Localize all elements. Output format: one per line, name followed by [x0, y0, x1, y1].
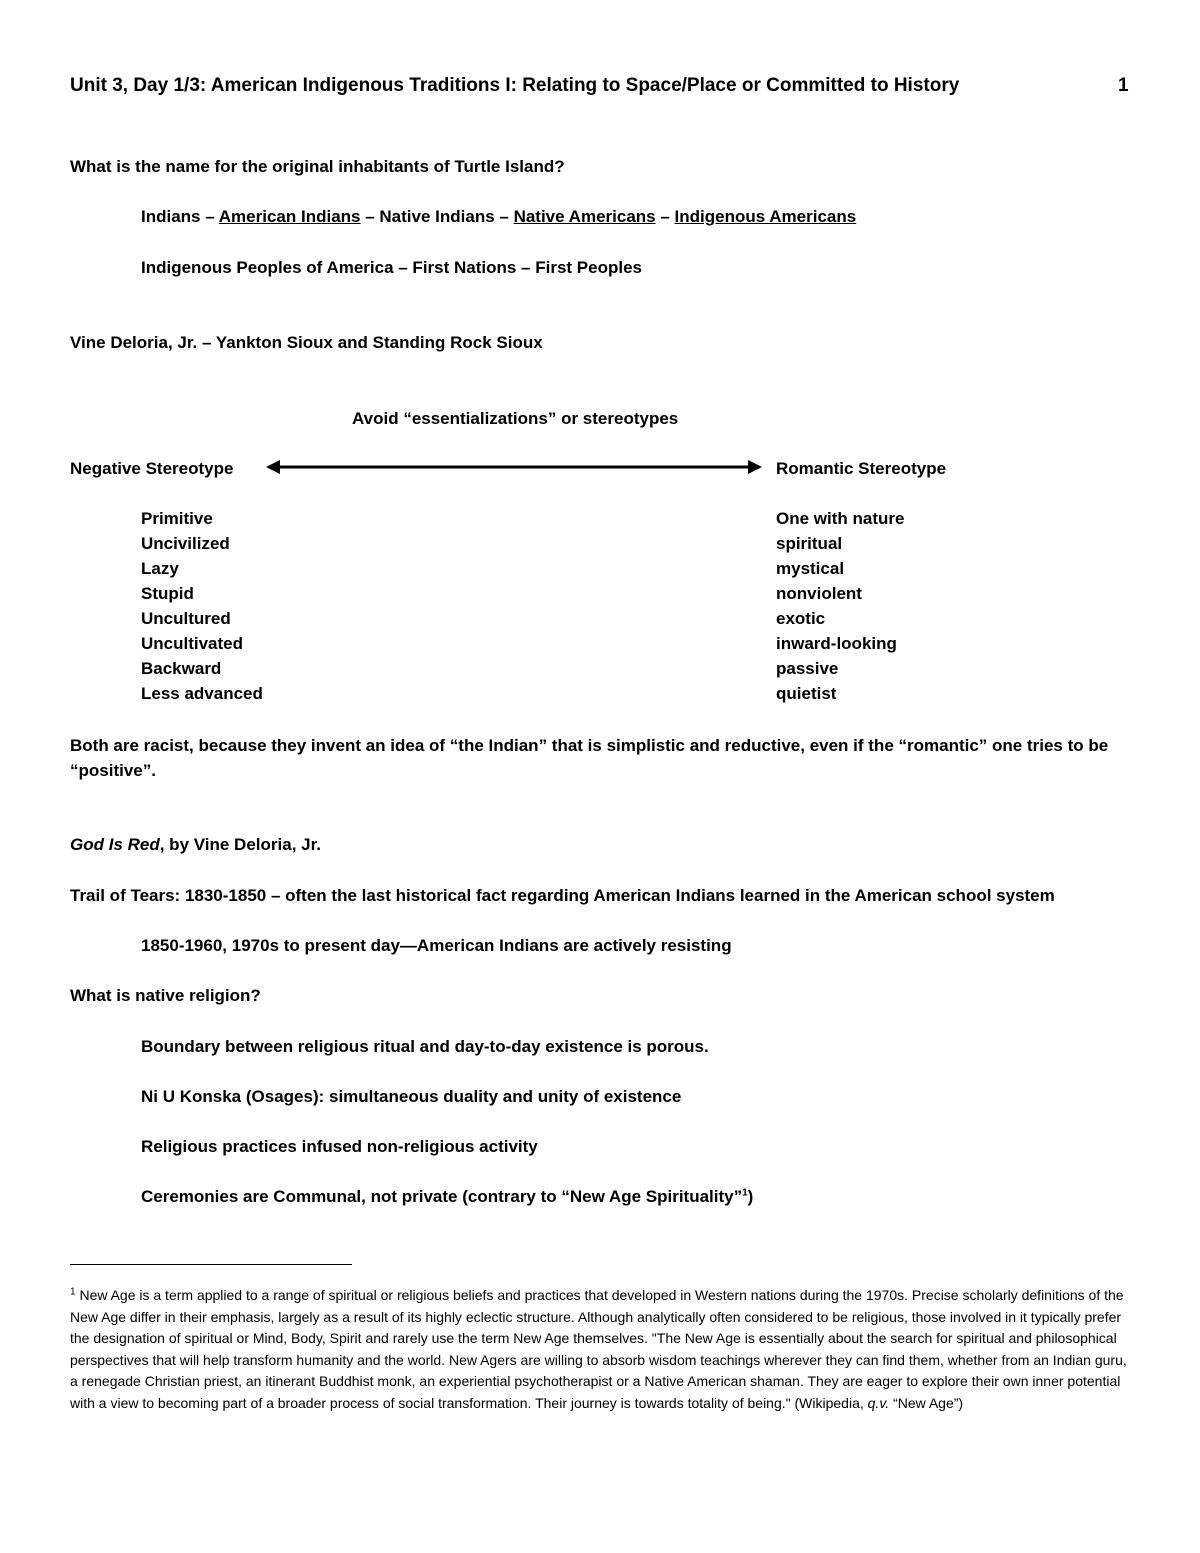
religion-point-4-text: Ceremonies are Communal, not private (contrary to “New Age Spirituality”: [141, 1187, 743, 1206]
name-separator: –: [655, 207, 675, 226]
list-item: exotic: [776, 609, 826, 628]
romantic-stereotype-label: Romantic Stereotype: [776, 459, 947, 478]
footnote-qv: q.v.: [867, 1394, 890, 1411]
footnote-marker: 1: [70, 1286, 76, 1298]
name-indigenous-americans: Indigenous Americans: [674, 207, 857, 226]
religion-point-3: Religious practices infused non-religious activity: [141, 1137, 538, 1156]
list-item: nonviolent: [776, 584, 862, 603]
avoid-line: Avoid “essentializations” or stereotypes: [352, 409, 679, 428]
trail-of-tears-line: Trail of Tears: 1830-1850 – often the last historical fact regarding American Indians learned in the American school system: [70, 886, 1055, 905]
list-item: Primitive: [141, 509, 213, 528]
religion-point-4-end: ): [747, 1187, 754, 1206]
deloria-line: Vine Deloria, Jr. – Yankton Sioux and Standing Rock Sioux: [70, 333, 543, 352]
list-item: mystical: [776, 559, 845, 578]
name-american-indians: American Indians: [218, 207, 361, 226]
names-row-1: [141, 206, 856, 228]
book-title: God Is Red: [70, 835, 160, 854]
footnote: [70, 1285, 1132, 1414]
religion-point-1: Boundary between religious ritual and day-to-day existence is porous.: [141, 1037, 709, 1056]
names-row-2: Indigenous Peoples of America – First Nations – First Peoples: [141, 258, 642, 277]
name-native-americans: Native Americans: [513, 207, 656, 226]
list-item: Less advanced: [141, 684, 263, 703]
list-item: Lazy: [141, 559, 179, 578]
page-number: 1: [1118, 75, 1129, 96]
book-author: , by Vine Deloria, Jr.: [159, 835, 321, 854]
names-question: What is the name for the original inhabitants of Turtle Island?: [70, 157, 565, 176]
list-item: Backward: [141, 659, 222, 678]
name-native-indians: – Native Indians –: [360, 207, 514, 226]
footnote-end: “New Age”): [889, 1394, 964, 1411]
negative-stereotype-label: Negative Stereotype: [70, 459, 234, 478]
list-item: quietist: [776, 684, 837, 703]
resisting-line: 1850-1960, 1970s to present day—American Indians are actively resisting: [141, 936, 732, 955]
list-item: spiritual: [776, 534, 843, 553]
book-line: [70, 834, 321, 856]
romantic-stereotype-list: [776, 506, 904, 706]
list-item: passive: [776, 659, 839, 678]
religion-question: What is native religion?: [70, 986, 261, 1005]
footnote-divider: [70, 1264, 352, 1265]
page-title: Unit 3, Day 1/3: American Indigenous Traditions I: Relating to Space/Place or Committed to History: [70, 75, 960, 96]
list-item: Uncivilized: [141, 534, 230, 553]
name-indians: Indians –: [141, 207, 219, 226]
religion-point-4: [141, 1186, 753, 1208]
double-arrow-icon: [266, 458, 762, 476]
list-item: inward-looking: [776, 634, 897, 653]
footnote-ref: 1: [742, 1187, 748, 1199]
list-item: One with nature: [776, 509, 905, 528]
racist-paragraph: Both are racist, because they invent an idea of “the Indian” that is simplistic and reductive, even if the “romantic” one tries to be “positive”.: [70, 736, 1109, 780]
list-item: Stupid: [141, 584, 194, 603]
footnote-text: New Age is a term applied to a range of spiritual or religious beliefs and practices that developed in Western nations during the 1970s. Precise scholarly definitions of the New Age differ in their emphasis, largely as a result of its highly eclectic structure. Although analytically often considered to be religious, those involved in it typically prefer the designation of spiritual or Mind, Body, Spirit and rarely use the term New Age themselves. "The New Age is essentially about the search for spiritual and philosophical perspectives that will help transform humanity and the world. New Agers are willing to absorb wisdom teachings wherever they can find them, whether from an Indian guru, a renegade Christian priest, an itinerant Buddhist monk, an experiential psychotherapist or a Native American shaman. They are eager to explore their own inner potential with a view to becoming part of a broader process of social transformation. Their journey is towards totality of being." (Wikipedia,: [70, 1287, 1127, 1411]
list-item: Uncultured: [141, 609, 231, 628]
religion-point-2: Ni U Konska (Osages): simultaneous duality and unity of existence: [141, 1087, 682, 1106]
negative-stereotype-list: [141, 506, 263, 706]
list-item: Uncultivated: [141, 634, 244, 653]
